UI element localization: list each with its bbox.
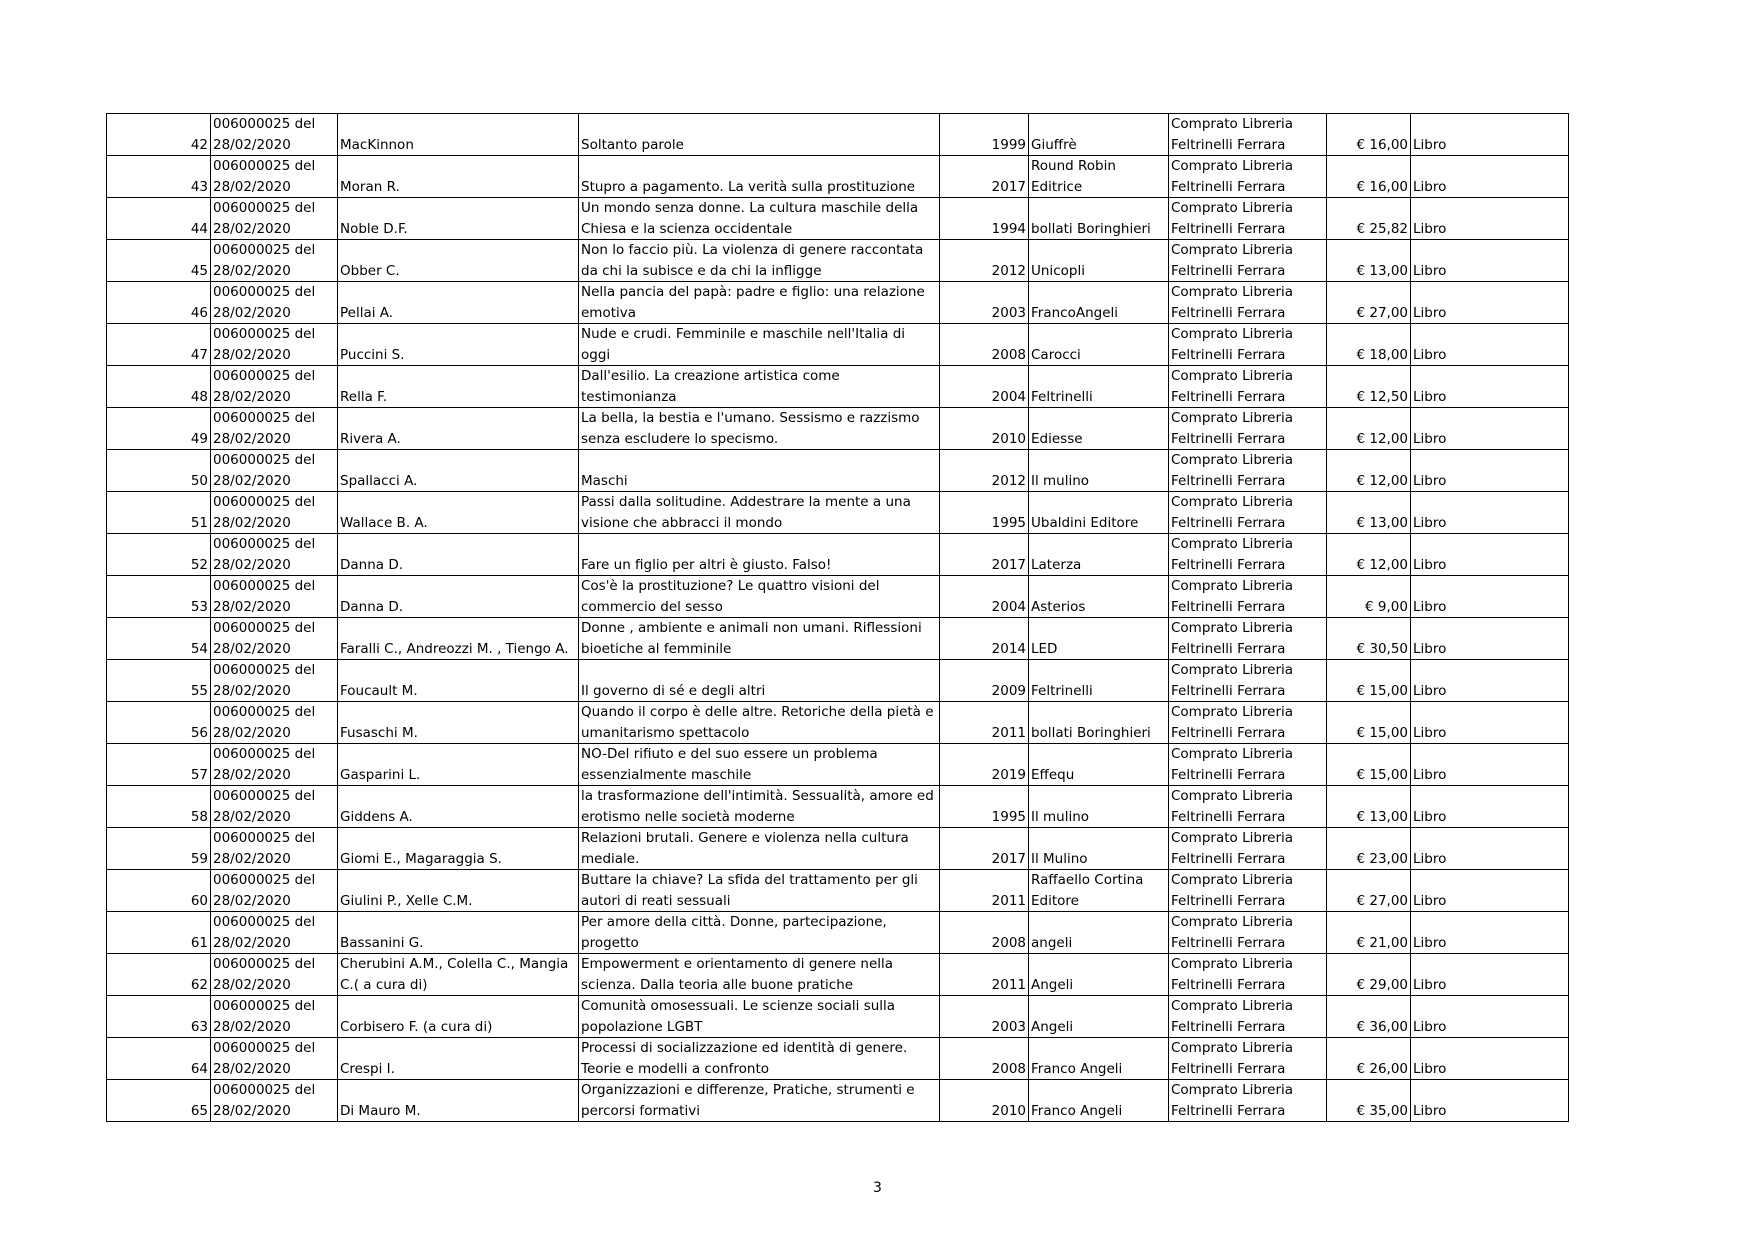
- table-row: [107, 408, 1569, 450]
- protocol-cell: 006000025 del 28/02/2020: [211, 828, 338, 870]
- price-cell: € 15,00: [1327, 702, 1411, 744]
- table-row: [107, 786, 1569, 828]
- publisher-cell: Effequ: [1029, 744, 1169, 786]
- source-cell: Comprato Libreria Feltrinelli Ferrara: [1169, 954, 1327, 996]
- title-cell: Relazioni brutali. Genere e violenza nella cultura mediale.: [579, 828, 940, 870]
- type-cell: Libro: [1411, 450, 1569, 492]
- price-cell: € 15,00: [1327, 744, 1411, 786]
- table-row: [107, 870, 1569, 912]
- row-number-cell: 49: [107, 408, 211, 450]
- type-cell: Libro: [1411, 576, 1569, 618]
- protocol-cell: 006000025 del 28/02/2020: [211, 576, 338, 618]
- source-cell: Comprato Libreria Feltrinelli Ferrara: [1169, 534, 1327, 576]
- table-body: [107, 114, 1569, 1122]
- row-number-cell: 44: [107, 198, 211, 240]
- publisher-cell: Il Mulino: [1029, 828, 1169, 870]
- title-cell: Empowerment e orientamento di genere nella scienza. Dalla teoria alle buone pratiche: [579, 954, 940, 996]
- publisher-cell: Round Robin Editrice: [1029, 156, 1169, 198]
- publisher-cell: bollati Boringhieri: [1029, 198, 1169, 240]
- author-cell: Rella F.: [338, 366, 579, 408]
- author-cell: Pellai A.: [338, 282, 579, 324]
- table-row: [107, 912, 1569, 954]
- table-row: [107, 114, 1569, 156]
- source-cell: Comprato Libreria Feltrinelli Ferrara: [1169, 786, 1327, 828]
- author-cell: Wallace B. A.: [338, 492, 579, 534]
- year-cell: 2012: [940, 450, 1029, 492]
- year-cell: 2017: [940, 156, 1029, 198]
- publisher-cell: Angeli: [1029, 996, 1169, 1038]
- row-number-cell: 45: [107, 240, 211, 282]
- title-cell: Dall'esilio. La creazione artistica come testimonianza: [579, 366, 940, 408]
- protocol-cell: 006000025 del 28/02/2020: [211, 156, 338, 198]
- author-cell: Giddens A.: [338, 786, 579, 828]
- title-cell: NO-Del rifiuto e del suo essere un problema essenzialmente maschile: [579, 744, 940, 786]
- source-cell: Comprato Libreria Feltrinelli Ferrara: [1169, 408, 1327, 450]
- type-cell: Libro: [1411, 366, 1569, 408]
- author-cell: Danna D.: [338, 534, 579, 576]
- source-cell: Comprato Libreria Feltrinelli Ferrara: [1169, 156, 1327, 198]
- year-cell: 2011: [940, 870, 1029, 912]
- table-row: [107, 198, 1569, 240]
- protocol-cell: 006000025 del 28/02/2020: [211, 366, 338, 408]
- source-cell: Comprato Libreria Feltrinelli Ferrara: [1169, 366, 1327, 408]
- title-cell: Un mondo senza donne. La cultura maschile della Chiesa e la scienza occidentale: [579, 198, 940, 240]
- title-cell: Maschi: [579, 450, 940, 492]
- source-cell: Comprato Libreria Feltrinelli Ferrara: [1169, 282, 1327, 324]
- publisher-cell: Giuffrè: [1029, 114, 1169, 156]
- row-number-cell: 42: [107, 114, 211, 156]
- table-row: [107, 744, 1569, 786]
- author-cell: Giulini P., Xelle C.M.: [338, 870, 579, 912]
- price-cell: € 27,00: [1327, 870, 1411, 912]
- title-cell: Soltanto parole: [579, 114, 940, 156]
- type-cell: Libro: [1411, 156, 1569, 198]
- page-number: 3: [873, 1180, 882, 1196]
- publisher-cell: Feltrinelli: [1029, 366, 1169, 408]
- publisher-cell: Raffaello Cortina Editore: [1029, 870, 1169, 912]
- protocol-cell: 006000025 del 28/02/2020: [211, 324, 338, 366]
- author-cell: Bassanini G.: [338, 912, 579, 954]
- source-cell: Comprato Libreria Feltrinelli Ferrara: [1169, 576, 1327, 618]
- price-cell: € 29,00: [1327, 954, 1411, 996]
- type-cell: Libro: [1411, 282, 1569, 324]
- publisher-cell: LED: [1029, 618, 1169, 660]
- publisher-cell: Laterza: [1029, 534, 1169, 576]
- price-cell: € 21,00: [1327, 912, 1411, 954]
- publisher-cell: Carocci: [1029, 324, 1169, 366]
- type-cell: Libro: [1411, 534, 1569, 576]
- table-row: [107, 954, 1569, 996]
- author-cell: Giomi E., Magaraggia S.: [338, 828, 579, 870]
- protocol-cell: 006000025 del 28/02/2020: [211, 912, 338, 954]
- table-row: [107, 828, 1569, 870]
- author-cell: Obber C.: [338, 240, 579, 282]
- protocol-cell: 006000025 del 28/02/2020: [211, 1038, 338, 1080]
- source-cell: Comprato Libreria Feltrinelli Ferrara: [1169, 198, 1327, 240]
- author-cell: MacKinnon: [338, 114, 579, 156]
- row-number-cell: 64: [107, 1038, 211, 1080]
- type-cell: Libro: [1411, 198, 1569, 240]
- author-cell: Rivera A.: [338, 408, 579, 450]
- spreadsheet-page: [106, 113, 1568, 1119]
- publisher-cell: angeli: [1029, 912, 1169, 954]
- row-number-cell: 56: [107, 702, 211, 744]
- type-cell: Libro: [1411, 786, 1569, 828]
- protocol-cell: 006000025 del 28/02/2020: [211, 744, 338, 786]
- row-number-cell: 57: [107, 744, 211, 786]
- table-row: [107, 618, 1569, 660]
- type-cell: Libro: [1411, 618, 1569, 660]
- row-number-cell: 58: [107, 786, 211, 828]
- source-cell: Comprato Libreria Feltrinelli Ferrara: [1169, 240, 1327, 282]
- table-row: [107, 1038, 1569, 1080]
- source-cell: Comprato Libreria Feltrinelli Ferrara: [1169, 1038, 1327, 1080]
- year-cell: 2011: [940, 702, 1029, 744]
- protocol-cell: 006000025 del 28/02/2020: [211, 282, 338, 324]
- row-number-cell: 53: [107, 576, 211, 618]
- title-cell: la trasformazione dell'intimità. Sessualità, amore ed erotismo nelle società moderne: [579, 786, 940, 828]
- price-cell: € 23,00: [1327, 828, 1411, 870]
- source-cell: Comprato Libreria Feltrinelli Ferrara: [1169, 1080, 1327, 1122]
- table-row: [107, 240, 1569, 282]
- protocol-cell: 006000025 del 28/02/2020: [211, 786, 338, 828]
- title-cell: Passi dalla solitudine. Addestrare la mente a una visione che abbracci il mondo: [579, 492, 940, 534]
- publisher-cell: Ubaldini Editore: [1029, 492, 1169, 534]
- year-cell: 2019: [940, 744, 1029, 786]
- type-cell: Libro: [1411, 996, 1569, 1038]
- title-cell: Nella pancia del papà: padre e figlio: una relazione emotiva: [579, 282, 940, 324]
- row-number-cell: 51: [107, 492, 211, 534]
- price-cell: € 36,00: [1327, 996, 1411, 1038]
- type-cell: Libro: [1411, 1038, 1569, 1080]
- publisher-cell: bollati Boringhieri: [1029, 702, 1169, 744]
- table-row: [107, 156, 1569, 198]
- price-cell: € 13,00: [1327, 492, 1411, 534]
- price-cell: € 12,00: [1327, 408, 1411, 450]
- title-cell: Fare un figlio per altri è giusto. Falso!: [579, 534, 940, 576]
- price-cell: € 12,00: [1327, 450, 1411, 492]
- row-number-cell: 63: [107, 996, 211, 1038]
- price-cell: € 16,00: [1327, 156, 1411, 198]
- year-cell: 2008: [940, 1038, 1029, 1080]
- year-cell: 2011: [940, 954, 1029, 996]
- author-cell: Corbisero F. (a cura di): [338, 996, 579, 1038]
- author-cell: Puccini S.: [338, 324, 579, 366]
- source-cell: Comprato Libreria Feltrinelli Ferrara: [1169, 660, 1327, 702]
- row-number-cell: 62: [107, 954, 211, 996]
- type-cell: Libro: [1411, 954, 1569, 996]
- row-number-cell: 52: [107, 534, 211, 576]
- author-cell: Cherubini A.M., Colella C., Mangia C.( a cura di): [338, 954, 579, 996]
- source-cell: Comprato Libreria Feltrinelli Ferrara: [1169, 492, 1327, 534]
- protocol-cell: 006000025 del 28/02/2020: [211, 1080, 338, 1122]
- protocol-cell: 006000025 del 28/02/2020: [211, 240, 338, 282]
- source-cell: Comprato Libreria Feltrinelli Ferrara: [1169, 744, 1327, 786]
- publisher-cell: FrancoAngeli: [1029, 282, 1169, 324]
- table-row: [107, 534, 1569, 576]
- author-cell: Gasparini L.: [338, 744, 579, 786]
- row-number-cell: 65: [107, 1080, 211, 1122]
- type-cell: Libro: [1411, 324, 1569, 366]
- price-cell: € 18,00: [1327, 324, 1411, 366]
- year-cell: 2014: [940, 618, 1029, 660]
- publisher-cell: Franco Angeli: [1029, 1080, 1169, 1122]
- author-cell: Spallacci A.: [338, 450, 579, 492]
- author-cell: Faralli C., Andreozzi M. , Tiengo A.: [338, 618, 579, 660]
- year-cell: 2010: [940, 408, 1029, 450]
- book-purchase-table: [106, 113, 1569, 1122]
- title-cell: Processi di socializzazione ed identità di genere. Teorie e modelli a confronto: [579, 1038, 940, 1080]
- price-cell: € 30,50: [1327, 618, 1411, 660]
- source-cell: Comprato Libreria Feltrinelli Ferrara: [1169, 114, 1327, 156]
- author-cell: Fusaschi M.: [338, 702, 579, 744]
- source-cell: Comprato Libreria Feltrinelli Ferrara: [1169, 912, 1327, 954]
- year-cell: 1995: [940, 492, 1029, 534]
- table-row: [107, 492, 1569, 534]
- source-cell: Comprato Libreria Feltrinelli Ferrara: [1169, 996, 1327, 1038]
- source-cell: Comprato Libreria Feltrinelli Ferrara: [1169, 618, 1327, 660]
- author-cell: Crespi I.: [338, 1038, 579, 1080]
- table-row: [107, 702, 1569, 744]
- price-cell: € 12,00: [1327, 534, 1411, 576]
- type-cell: Libro: [1411, 114, 1569, 156]
- title-cell: Il governo di sé e degli altri: [579, 660, 940, 702]
- year-cell: 1994: [940, 198, 1029, 240]
- protocol-cell: 006000025 del 28/02/2020: [211, 660, 338, 702]
- type-cell: Libro: [1411, 492, 1569, 534]
- source-cell: Comprato Libreria Feltrinelli Ferrara: [1169, 702, 1327, 744]
- author-cell: Foucault M.: [338, 660, 579, 702]
- protocol-cell: 006000025 del 28/02/2020: [211, 534, 338, 576]
- title-cell: Organizzazioni e differenze, Pratiche, strumenti e percorsi formativi: [579, 1080, 940, 1122]
- table-row: [107, 660, 1569, 702]
- year-cell: 2017: [940, 534, 1029, 576]
- price-cell: € 16,00: [1327, 114, 1411, 156]
- type-cell: Libro: [1411, 702, 1569, 744]
- row-number-cell: 59: [107, 828, 211, 870]
- title-cell: La bella, la bestia e l'umano. Sessismo e razzismo senza escludere lo specismo.: [579, 408, 940, 450]
- publisher-cell: Franco Angeli: [1029, 1038, 1169, 1080]
- title-cell: Quando il corpo è delle altre. Retoriche della pietà e umanitarismo spettacolo: [579, 702, 940, 744]
- price-cell: € 13,00: [1327, 786, 1411, 828]
- protocol-cell: 006000025 del 28/02/2020: [211, 450, 338, 492]
- protocol-cell: 006000025 del 28/02/2020: [211, 408, 338, 450]
- price-cell: € 15,00: [1327, 660, 1411, 702]
- publisher-cell: Il mulino: [1029, 786, 1169, 828]
- table-row: [107, 996, 1569, 1038]
- protocol-cell: 006000025 del 28/02/2020: [211, 492, 338, 534]
- title-cell: Stupro a pagamento. La verità sulla prostituzione: [579, 156, 940, 198]
- type-cell: Libro: [1411, 828, 1569, 870]
- year-cell: 2009: [940, 660, 1029, 702]
- source-cell: Comprato Libreria Feltrinelli Ferrara: [1169, 870, 1327, 912]
- table-row: [107, 576, 1569, 618]
- title-cell: Buttare la chiave? La sfida del trattamento per gli autori di reati sessuali: [579, 870, 940, 912]
- publisher-cell: Angeli: [1029, 954, 1169, 996]
- publisher-cell: Unicopli: [1029, 240, 1169, 282]
- title-cell: Nude e crudi. Femminile e maschile nell'Italia di oggi: [579, 324, 940, 366]
- year-cell: 2008: [940, 324, 1029, 366]
- year-cell: 2012: [940, 240, 1029, 282]
- price-cell: € 13,00: [1327, 240, 1411, 282]
- row-number-cell: 47: [107, 324, 211, 366]
- protocol-cell: 006000025 del 28/02/2020: [211, 198, 338, 240]
- table-row: [107, 450, 1569, 492]
- type-cell: Libro: [1411, 240, 1569, 282]
- table-row: [107, 1080, 1569, 1122]
- protocol-cell: 006000025 del 28/02/2020: [211, 996, 338, 1038]
- row-number-cell: 60: [107, 870, 211, 912]
- year-cell: 2003: [940, 996, 1029, 1038]
- protocol-cell: 006000025 del 28/02/2020: [211, 114, 338, 156]
- row-number-cell: 48: [107, 366, 211, 408]
- year-cell: 1999: [940, 114, 1029, 156]
- publisher-cell: Ediesse: [1029, 408, 1169, 450]
- price-cell: € 9,00: [1327, 576, 1411, 618]
- row-number-cell: 54: [107, 618, 211, 660]
- publisher-cell: Il mulino: [1029, 450, 1169, 492]
- year-cell: 2003: [940, 282, 1029, 324]
- type-cell: Libro: [1411, 408, 1569, 450]
- row-number-cell: 61: [107, 912, 211, 954]
- title-cell: Comunità omosessuali. Le scienze sociali sulla popolazione LGBT: [579, 996, 940, 1038]
- table-row: [107, 366, 1569, 408]
- row-number-cell: 46: [107, 282, 211, 324]
- protocol-cell: 006000025 del 28/02/2020: [211, 870, 338, 912]
- price-cell: € 26,00: [1327, 1038, 1411, 1080]
- type-cell: Libro: [1411, 744, 1569, 786]
- source-cell: Comprato Libreria Feltrinelli Ferrara: [1169, 324, 1327, 366]
- price-cell: € 12,50: [1327, 366, 1411, 408]
- protocol-cell: 006000025 del 28/02/2020: [211, 618, 338, 660]
- publisher-cell: Asterios: [1029, 576, 1169, 618]
- source-cell: Comprato Libreria Feltrinelli Ferrara: [1169, 450, 1327, 492]
- author-cell: Noble D.F.: [338, 198, 579, 240]
- type-cell: Libro: [1411, 870, 1569, 912]
- year-cell: 1995: [940, 786, 1029, 828]
- price-cell: € 25,82: [1327, 198, 1411, 240]
- year-cell: 2010: [940, 1080, 1029, 1122]
- publisher-cell: Feltrinelli: [1029, 660, 1169, 702]
- type-cell: Libro: [1411, 1080, 1569, 1122]
- type-cell: Libro: [1411, 660, 1569, 702]
- year-cell: 2004: [940, 366, 1029, 408]
- table-row: [107, 324, 1569, 366]
- author-cell: Moran R.: [338, 156, 579, 198]
- title-cell: Per amore della città. Donne, partecipazione, progetto: [579, 912, 940, 954]
- protocol-cell: 006000025 del 28/02/2020: [211, 702, 338, 744]
- row-number-cell: 50: [107, 450, 211, 492]
- title-cell: Non lo faccio più. La violenza di genere raccontata da chi la subisce e da chi la infligge: [579, 240, 940, 282]
- type-cell: Libro: [1411, 912, 1569, 954]
- year-cell: 2017: [940, 828, 1029, 870]
- title-cell: Cos'è la prostituzione? Le quattro visioni del commercio del sesso: [579, 576, 940, 618]
- author-cell: Di Mauro M.: [338, 1080, 579, 1122]
- table-row: [107, 282, 1569, 324]
- author-cell: Danna D.: [338, 576, 579, 618]
- price-cell: € 27,00: [1327, 282, 1411, 324]
- protocol-cell: 006000025 del 28/02/2020: [211, 954, 338, 996]
- title-cell: Donne , ambiente e animali non umani. Riflessioni bioetiche al femminile: [579, 618, 940, 660]
- price-cell: € 35,00: [1327, 1080, 1411, 1122]
- source-cell: Comprato Libreria Feltrinelli Ferrara: [1169, 828, 1327, 870]
- row-number-cell: 43: [107, 156, 211, 198]
- row-number-cell: 55: [107, 660, 211, 702]
- year-cell: 2004: [940, 576, 1029, 618]
- year-cell: 2008: [940, 912, 1029, 954]
